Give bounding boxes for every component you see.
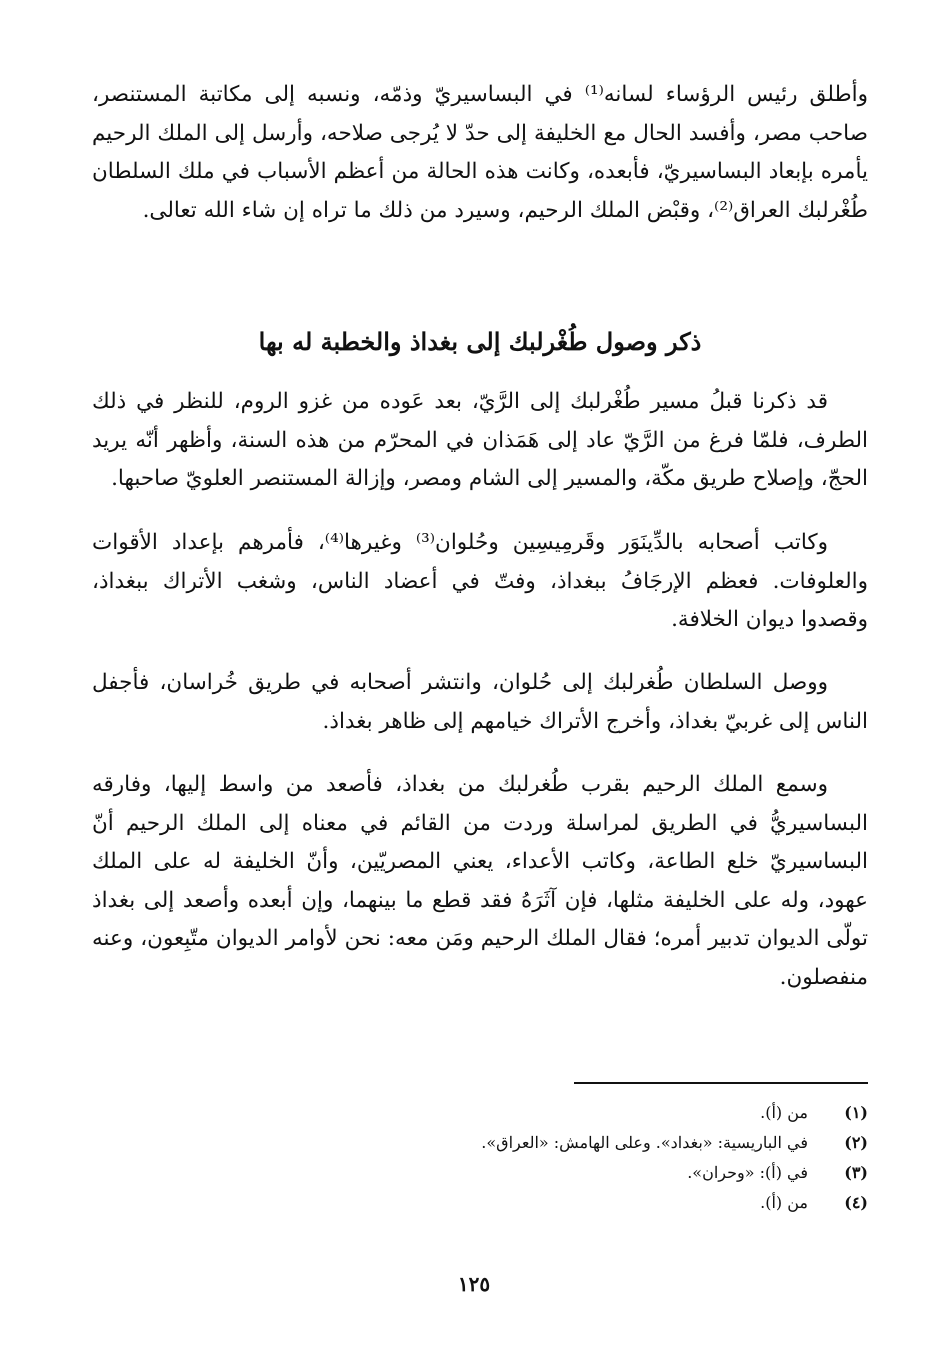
paragraph-2: قد ذكرنا قبلُ مسير طُغْرلبك إلى الرَّيّ، بعد عَوده من غزو الروم، للنظر في ذلك الطرف، فلمّا فرغ من الرَّيّ عاد إلى هَمَذان في المحرّم من هذه السنة، وأظهر أنّه يريد الحجّ، وإصلاح طريق مكّة، والمسير إلى الشام ومصر، وإزالة المستنصر العلويّ صاحبها. xyxy=(92,389,868,491)
footnote-4 xyxy=(108,1188,868,1218)
footnote-number: (٣) xyxy=(844,1163,868,1182)
footnote-1 xyxy=(108,1098,868,1128)
footnote-number: (٤) xyxy=(844,1193,868,1212)
paragraph-3: وكاتب أصحابه بالدِّينَوَر وقَرمِيسِين وحُلوان⁽³⁾ وغيرها⁽⁴⁾، فأمرهم بإعداد الأقوات والعلوفات. فعظم الإرجَافُ ببغداذ، وفتّ في أعضاد الناس، وشغب الأتراك ببغداذ، وقصدوا ديوان الخلافة. xyxy=(92,530,868,632)
footnote-2 xyxy=(108,1128,868,1158)
footnote-text: من (أ). xyxy=(760,1193,808,1212)
paragraph-5: وسمع الملك الرحيم بقرب طُغرلبك من بغداذ، فأصعد من واسط إليها، وفارقه البساسيريُّ في الطريق لمراسلة وردت من القائم في معناه إلى الملك الرحيم أنّ البساسيريّ خلع الطاعة، وكاتب الأعداء، يعني المصريّين، وأنّ الخليفة له على الملك عهود، وله على الخليفة مثلها، فإن آثَرَهُ فقد قطع ما بينهما، وإن أبعده وأصعد إلى بغداذ تولّى الديوان تدبير أمره؛ فقال الملك الرحيم ومَن معه: نحن لأوامر الديوان متّبِعون، وعنه منفصلون. xyxy=(92,772,868,990)
footnote-number: (١) xyxy=(844,1103,868,1122)
paragraph-4: ووصل السلطان طُغرلبك إلى حُلوان، وانتشر أصحابه في طريق خُراسان، فأجفل الناس إلى غربيّ بغداذ، وأخرج الأتراك خيامهم إلى ظاهر بغداذ. xyxy=(92,670,868,734)
footnote-text: في الباريسية: «بغداد». وعلى الهامش: «العراق». xyxy=(481,1133,808,1152)
page-number: ١٢٥ xyxy=(457,1272,491,1296)
footnote-3 xyxy=(108,1158,868,1188)
footnote-separator xyxy=(574,1082,868,1084)
section-heading: ذكر وصول طُغْرلبك إلى بغداذ والخطبة له بها xyxy=(258,327,702,356)
footnote-text: في (أ): «وحران». xyxy=(687,1163,808,1182)
paragraph-1: وأطلق رئيس الرؤساء لسانه⁽¹⁾ في البساسيريّ وذمّه، ونسبه إلى مكاتبة المستنصر، صاحب مصر، وأفسد الحال مع الخليفة إلى حدّ لا يُرجى صلاحه، وأرسل إلى الملك الرحيم يأمره بإبعاد البساسيريّ، فأبعده، وكانت هذه الحالة من أعظم الأسباب في ملك السلطان طُغْرلبك العراق⁽²⁾، وقبْض الملك الرحيم، وسيرد من ذلك ما تراه إن شاء الله تعالى. xyxy=(92,82,868,223)
footnote-number: (٢) xyxy=(844,1133,868,1152)
footnote-text: من (أ). xyxy=(760,1103,808,1122)
footnotes-list xyxy=(108,1098,868,1218)
